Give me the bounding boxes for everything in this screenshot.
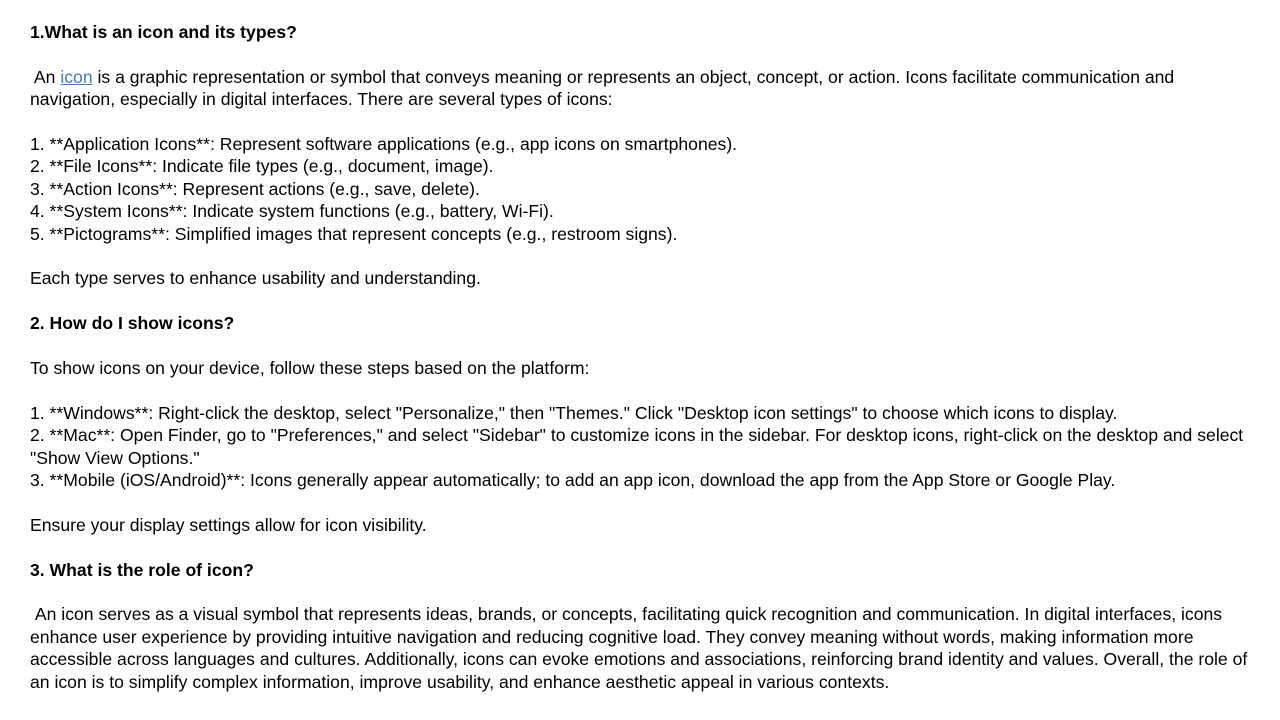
- section-3-body: An icon serves as a visual symbol that represents ideas, brands, or concepts, facilitating quick recognition and communication. In digital interfaces, icons enhance user experience by providing intuitive navigation and reducing cognitive load. They convey meaning without words, making information more accessible across languages and cultures. Additionally, icons can evoke emotions and associations, reinforcing brand identity and values. Overall, the role of an icon is to simplify complex information, improve usability, and enhance aesthetic appeal in various contexts.: [30, 604, 1253, 692]
- section-1-intro-post: is a graphic representation or symbol that conveys meaning or represents an object, concept, or action. Icons facilitate communication and navigation, especially in digital interfaces. There are several types of icons:: [30, 66, 1175, 110]
- document-body: [30, 21, 1253, 693]
- list-item: 4. **System Icons**: Indicate system functions (e.g., battery, Wi-Fi).: [30, 201, 554, 222]
- list-item: 3. **Mobile (iOS/Android)**: Icons generally appear automatically; to add an app icon, download the app from the App Store or Google Play.: [30, 470, 1116, 491]
- list-item: 1. **Windows**: Right-click the desktop, select "Personalize," then "Themes." Click "Desktop icon settings" to choose which icons to display.: [30, 402, 1118, 423]
- section-1-intro-pre: An: [30, 66, 61, 87]
- section-heading-1: 1.What is an icon and its types?: [30, 22, 297, 42]
- section-2-closing: Ensure your display settings allow for icon visibility.: [30, 514, 427, 535]
- section-1-intro: [30, 66, 1250, 111]
- section-1-closing: Each type serves to enhance usability and understanding.: [30, 268, 481, 289]
- icon-link[interactable]: icon: [60, 66, 93, 87]
- list-item: 2. **File Icons**: Indicate file types (e.g., document, image).: [30, 156, 494, 177]
- list-item: 2. **Mac**: Open Finder, go to "Preferences," and select "Sidebar" to customize icons in the sidebar. For desktop icons, right-click on the desktop and select "Show View Options.": [30, 425, 1244, 468]
- list-item: 3. **Action Icons**: Represent actions (e.g., save, delete).: [30, 178, 480, 199]
- list-item: 5. **Pictograms**: Simplified images that represent concepts (e.g., restroom signs).: [30, 223, 678, 244]
- section-heading-2: 2. How do I show icons?: [30, 313, 235, 334]
- section-2-intro: To show icons on your device, follow these steps based on the platform:: [30, 358, 590, 379]
- list-item: 1. **Application Icons**: Represent software applications (e.g., app icons on smartphones).: [30, 134, 738, 154]
- section-heading-3: 3. What is the role of icon?: [30, 559, 254, 580]
